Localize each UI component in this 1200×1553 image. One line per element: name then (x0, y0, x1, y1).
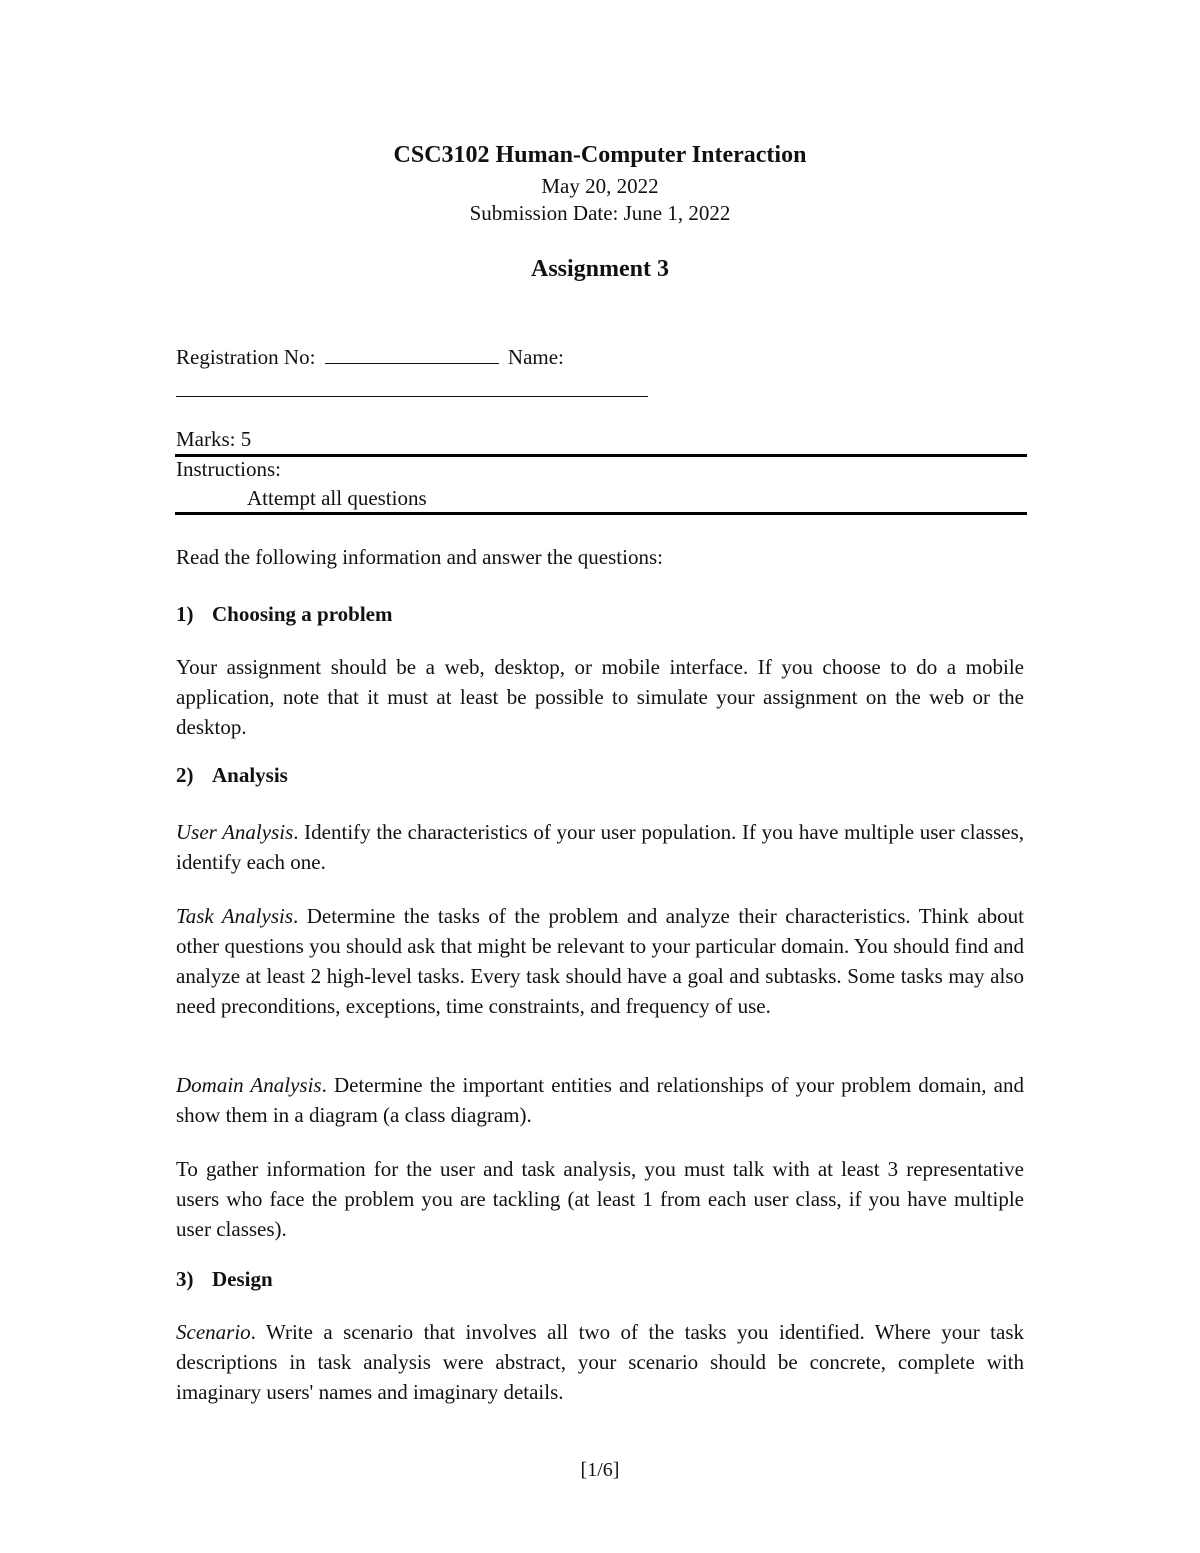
paragraph-scenario (176, 1317, 1024, 1407)
paragraph-text: To gather information for the user and task analysis, you must talk with at least 3 representative users who face the problem you are tackling (at least 1 from each user class, if you have multiple user classes). (176, 1157, 1024, 1241)
paragraph-text: . Determine the tasks of the problem and analyze their characteristics. Think about other questions you should ask that might be relevant to your particular domain. You should find and analyze at least 2 high-level tasks. Every task should have a goal and subtasks. Some tasks may also need preconditions, exceptions, time constraints, and frequency of use. (176, 904, 1024, 1018)
section-heading-analysis (176, 763, 288, 788)
paragraph-text: Your assignment should be a web, desktop, or mobile interface. If you choose to do a mobile application, note that it must at least be possible to simulate your assignment on the web or the desktop. (176, 655, 1024, 739)
registration-label: Registration No: (176, 345, 316, 369)
section-title: Choosing a problem (212, 602, 393, 626)
issue-date: May 20, 2022 (541, 174, 659, 198)
paragraph-text: . Identify the characteristics of your user population. If you have multiple user classes, identify each one. (176, 820, 1024, 874)
paragraph-user-analysis (176, 817, 1024, 877)
section-heading-choosing-a-problem (176, 602, 392, 627)
instructions-bottom-rule (175, 512, 1027, 515)
section-number: 1) (176, 602, 194, 626)
paragraph-lead: User Analysis (176, 820, 294, 844)
registration-row (176, 345, 564, 370)
section-title: Design (212, 1267, 273, 1291)
marks: Marks: 5 (176, 427, 252, 451)
registration-blank (325, 345, 499, 364)
section-title: Analysis (212, 763, 288, 787)
instructions-item: Attempt all questions (247, 486, 427, 510)
instructions-label: Instructions: (176, 457, 281, 481)
paragraph-lead: Domain Analysis (176, 1073, 322, 1097)
paragraph-lead: Scenario (176, 1320, 251, 1344)
paragraph-lead: Task Analysis (176, 904, 293, 928)
paragraph-text: . Determine the important entities and relationships of your problem domain, and show them in a diagram (a class diagram). (176, 1073, 1024, 1127)
intro-text: Read the following information and answer the questions: (176, 545, 663, 569)
name-label: Name: (507, 345, 564, 369)
paragraph-text: . Write a scenario that involves all two of the tasks you identified. Where your task descriptions in task analysis were abstract, your scenario should be concrete, complete with imaginary users' names and imaginary details. (176, 1320, 1024, 1404)
paragraph-domain-analysis (176, 1070, 1024, 1130)
section-number: 2) (176, 763, 194, 787)
course-title: CSC3102 Human-Computer Interaction (393, 142, 807, 168)
paragraph-choosing-a-problem (176, 652, 1024, 742)
name-blank (176, 396, 648, 397)
paragraph-task-analysis (176, 901, 1024, 1021)
section-number: 3) (176, 1267, 194, 1291)
submission-date: Submission Date: June 1, 2022 (469, 201, 731, 225)
page-number: [1/6] (580, 1459, 620, 1481)
section-heading-design (176, 1267, 273, 1292)
instructions-top-rule (175, 454, 1027, 457)
paragraph-information-gathering (176, 1154, 1024, 1244)
assignment-title: Assignment 3 (530, 256, 669, 282)
